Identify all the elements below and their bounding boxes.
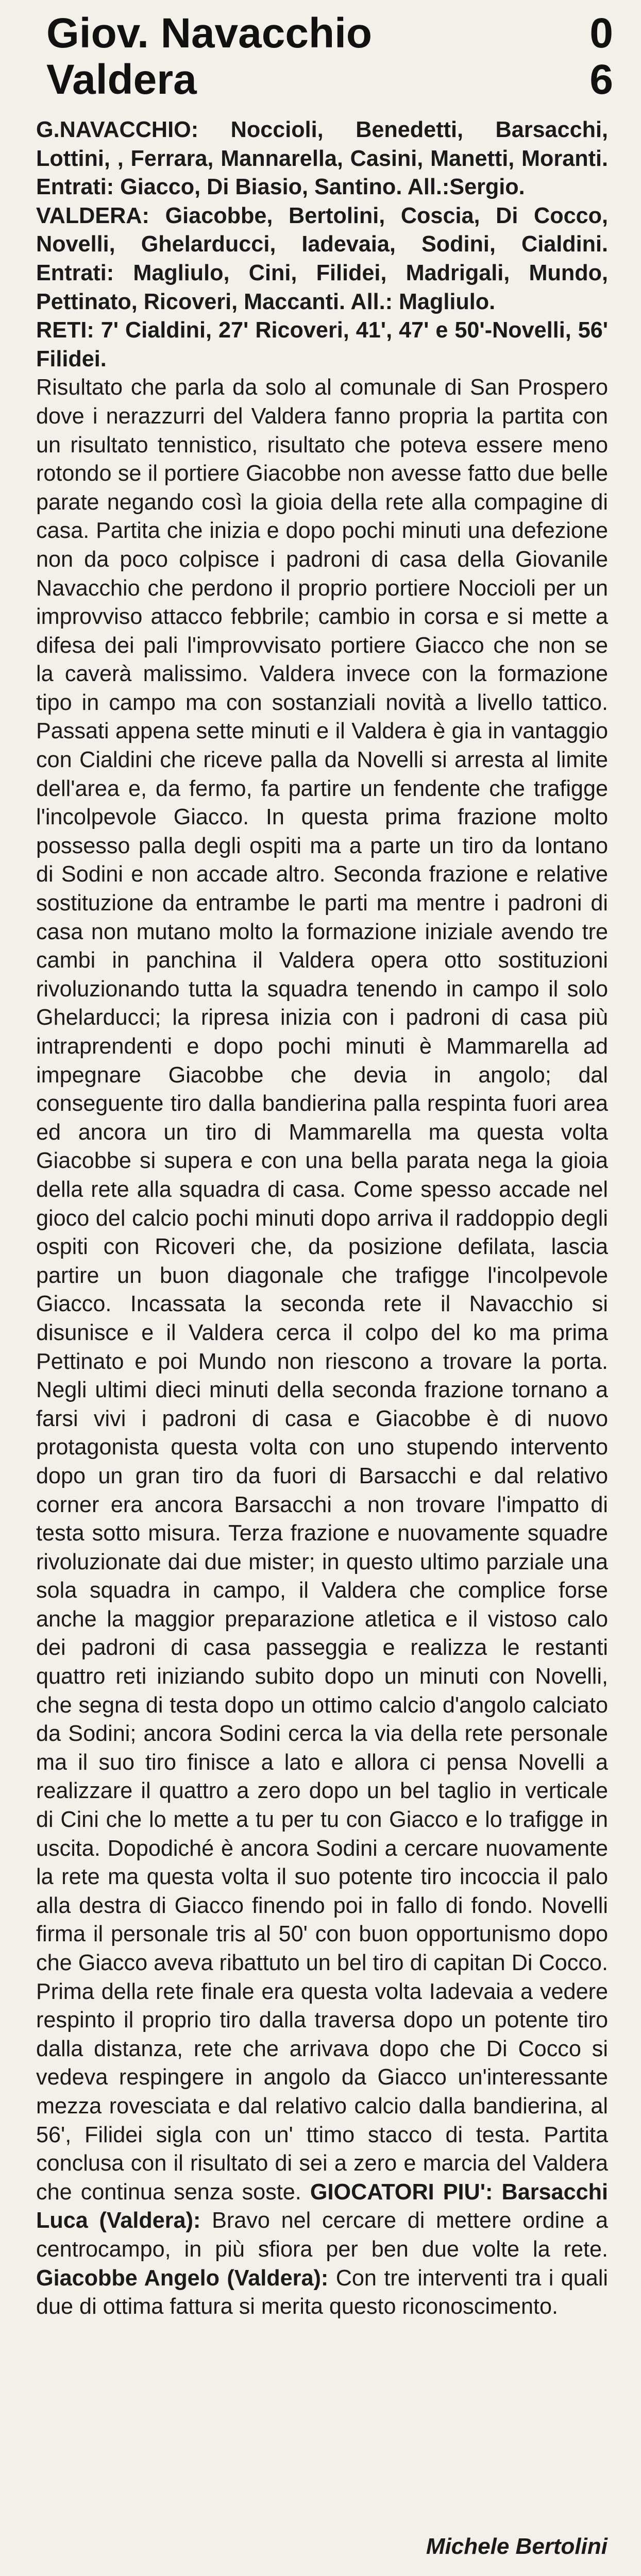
away-team-score-row xyxy=(46,46,613,113)
valdera-lineup: VALDERA: Giacobbe, Bertolini, Coscia, Di Cocco, Novelli, Ghelarducci, Iadevaia, Sodini, Cialdini. Entrati: Magliulo, Cini, Filidei, Madrigali, Mundo, Pettinato, Ricoveri, Maccanti. All.: Magliulo. xyxy=(36,203,608,314)
away-team-goals: 6 xyxy=(589,56,613,103)
report-body: Risultato che parla da solo al comunale di San Prospero dove i nerazzurri del Valdera fanno propria la partita con un risultato tennistico, risultato che poteva essere meno rotondo se il portiere Giacobbe non avesse fatto due belle parate negando così la gioia della rete alla compagine di casa. Partita che inizia e dopo pochi minuti una defezione non da poco colpisce i padroni di casa della Giovanile Navacchio che perdono il proprio portiere Noccioli per un improvviso attacco febbrile; cambio in corsa e si mette a difesa dei pali l'improvvisato portiere Giacco che non se la caverà malissimo. Valdera invece con la formazione tipo in campo ma con sostanziali novità a livello tattico. Passati appena sette minuti e il Valdera è gia in vantaggio con Cialdini che riceve palla da Novelli si arresta al limite dell'area e, da fermo, fa partire un fendente che trafigge l'incolpevole Giacco. In questa prima frazione molto possesso palla degli ospiti ma a parte un tiro da lontano di Sodini e non accade altro. Seconda frazione e relative sostituzione da entrambe le parti ma mentre i padroni di casa non mutano molto la formazione iniziale avendo tre cambi in panchina il Valdera opera otto sostituzioni rivoluzionando tutta la squadra tenendo in campo il solo Ghelarducci; la ripresa inizia con i padroni di casa più intraprendenti e dopo pochi minuti è Mammarella ad impegnare Giacobbe che devia in angolo; dal conseguente tiro dalla bandierina palla respinta fuori area ed ancora un tiro di Mammarella ma questa volta Giacobbe si supera e con una bella parata nega la gioia della rete alla squadra di casa. Come spesso accade nel gioco del calcio pochi minuti dopo arriva il raddoppio degli ospiti con Ricoveri che, da posizione defilata, lascia partire un buon diagonale che trafigge l'incolpevole Giacco. Incassata la seconda rete il Navacchio si disunisce e il Valdera cerca il colpo del ko ma prima Pettinato e poi Mundo non riescono a trovare la porta. Negli ultimi dieci minuti della seconda frazione tornano a farsi vivi i padroni di casa e Giacobbe è di nuovo protagonista questa volta con uno stupendo intervento dopo un gran tiro da fuori di Barsacchi e dal relativo corner era ancora Barsacchi a non trovare l'impatto di testa sotto misura. Terza frazione e nuovamente squadre rivoluzionate dai due mister; in questo ultimo parziale una sola squadra in campo, il Valdera che complice forse anche la maggior preparazione atletica e il vistoso calo dei padroni di casa passeggia e realizza le restanti quattro reti iniziando subito dopo un minuti con Novelli, che segna di testa dopo un ottimo calcio d'angolo calciato da Sodini; ancora Sodini cerca la via della rete personale ma il suo tiro finisce a lato e allora ci pensa Novelli a realizzare il quattro a zero dopo un bel taglio in verticale di Cini che lo mette a tu per tu con Giacco e lo trafigge in uscita. Dopodiché è ancora Sodini a cercare nuovamente la rete ma questa volta il suo potente tiro incoccia il palo alla destra di Giacco finendo poi in fallo di fondo. Novelli firma il personale tris al 50' con buon opportunismo dopo che Giacco aveva ribattuto un bel tiro di capitan Di Cocco. Prima della rete finale era questa volta Iadevaia a vedere respinto il proprio tiro dalla traversa dopo un potente tiro dalla distanza, rete che arrivava dopo che Di Cocco si vedeva respingere in angolo da Giacco un'interessante mezza rovesciata e dal relativo calcio dalla bandierina, al 56', Filidei sigla con un' ttimo stacco di testa. Partita conclusa con il risultato di sei a zero e marcia del Valdera che continua senza soste. xyxy=(36,375,608,2205)
home-team-goals: 0 xyxy=(589,10,613,57)
navacchio-lineup: G.NAVACCHIO: Noccioli, Benedetti, Barsacchi, Lottini, , Ferrara, Mannarella, Casini, Manetti, Moranti. Entrati: Giacco, Di Biasio, Santino. All.:Sergio. xyxy=(36,117,608,200)
author-signature: Michele Bertolini xyxy=(426,2534,608,2559)
match-report xyxy=(36,374,608,2321)
goal-scorers: RETI: 7' Cialdini, 27' Ricoveri, 41', 47' e 50'-Novelli, 56' Filidei. xyxy=(36,318,608,371)
best-player-2-comment: Con tre interventi tra i quali due di ottima fattura si merita questo riconoscimento. xyxy=(36,2265,609,2319)
best-player-1-comment: Bravo nel cercare di mettere ordine a centrocampo, in più sfiora per ben due volte la rete. xyxy=(36,2208,608,2262)
article-content xyxy=(36,116,608,2321)
best-players-heading: GIOCATORI PIU': Barsacchi Luca (Valdera): xyxy=(36,2179,608,2233)
best-player-2-name: Giacobbe Angelo (Valdera): xyxy=(36,2265,329,2291)
home-team-name: Giov. Navacchio xyxy=(46,10,372,57)
away-team-name: Valdera xyxy=(46,56,197,103)
